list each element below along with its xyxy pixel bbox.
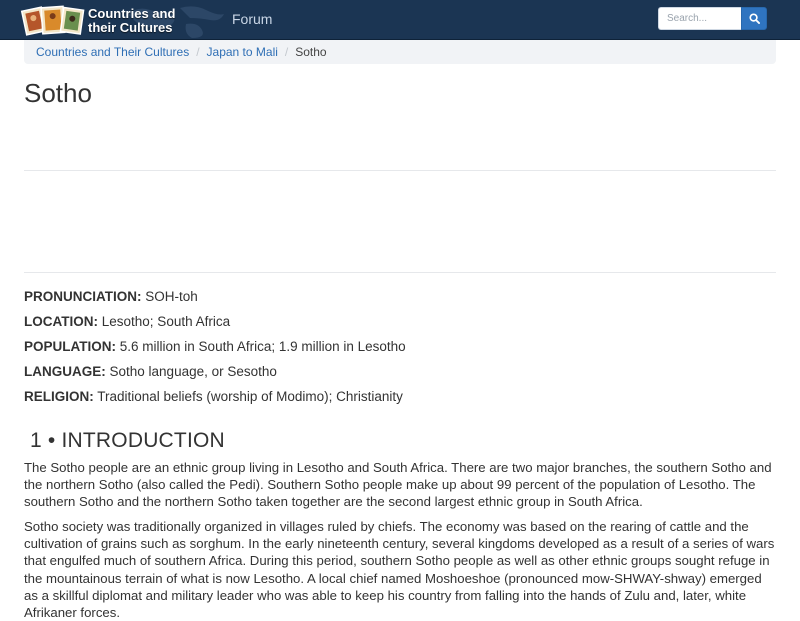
fact-label: RELIGION: [24,389,94,404]
breadcrumb-separator: / [284,45,289,59]
breadcrumb-separator: / [196,45,200,59]
search-form [658,7,767,30]
logo-thumbnails-icon [22,5,86,37]
facts-list [24,288,776,413]
breadcrumb [24,40,776,64]
logo-text-line2: their Cultures [88,20,173,35]
fact-value: SOH-toh [145,289,198,304]
fact-value: Sotho language, or Sesotho [109,364,277,379]
body-paragraph: The Sotho people are an ethnic group living in Lesotho and South Africa. There are two major branches, the southern Sotho and the northern Sotho (also called the Pedi). Southern Sotho people make up about 99 percent of the population of Lesotho. The southern Sotho and the northern Sotho taken together are the second largest ethnic group in South Africa. [24,460,772,510]
fact-population [24,338,776,363]
section-heading-introduction: 1 • INTRODUCTION [30,429,225,452]
divider [24,170,776,171]
nav-forum-link[interactable]: Forum [232,11,273,27]
fact-value: Lesotho; South Africa [101,314,231,329]
breadcrumb-link-countries[interactable]: Countries and Their Cultures [36,45,190,59]
fact-language [24,363,776,388]
logo-text-line1: Countries and [88,6,176,21]
fact-value: 5.6 million in South Africa; 1.9 million in Lesotho [119,339,406,354]
fact-value: Traditional beliefs (worship of Modimo); Christianity [97,389,403,404]
site-logo[interactable] [22,3,212,37]
breadcrumb-link-japan-to-mali[interactable]: Japan to Mali [206,45,278,59]
body-paragraph: Sotho society was traditionally organized in villages ruled by chiefs. The economy was based on the rearing of cattle and the cultivation of grains such as sorghum. In the early nineteenth century, several kingdoms developed as a result of a series of wars that engulfed much of southern Africa. During this period, southern Sotho people as well as other ethnic groups sought refuge in the mountainous terrain of what is now Lesotho. A local chief named Moshoeshoe (pronounced mow-SHWAY-shway) emerged as a skillful diplomat and military leader who was able to keep his country from falling into the hands of Zulu and, later, white Afrikaner forces. [24,519,775,621]
top-navbar [0,0,800,40]
fact-label: LOCATION: [24,314,98,329]
search-input[interactable] [658,7,742,30]
page-title: Sotho [24,78,92,108]
fact-label: POPULATION: [24,339,116,354]
breadcrumb-current: Sotho [295,45,327,59]
search-icon [749,13,760,24]
divider [24,272,776,273]
fact-pronunciation [24,288,776,313]
fact-religion [24,388,776,413]
search-button[interactable] [741,7,767,30]
fact-label: LANGUAGE: [24,364,106,379]
fact-location [24,313,776,338]
fact-label: PRONUNCIATION: [24,289,142,304]
